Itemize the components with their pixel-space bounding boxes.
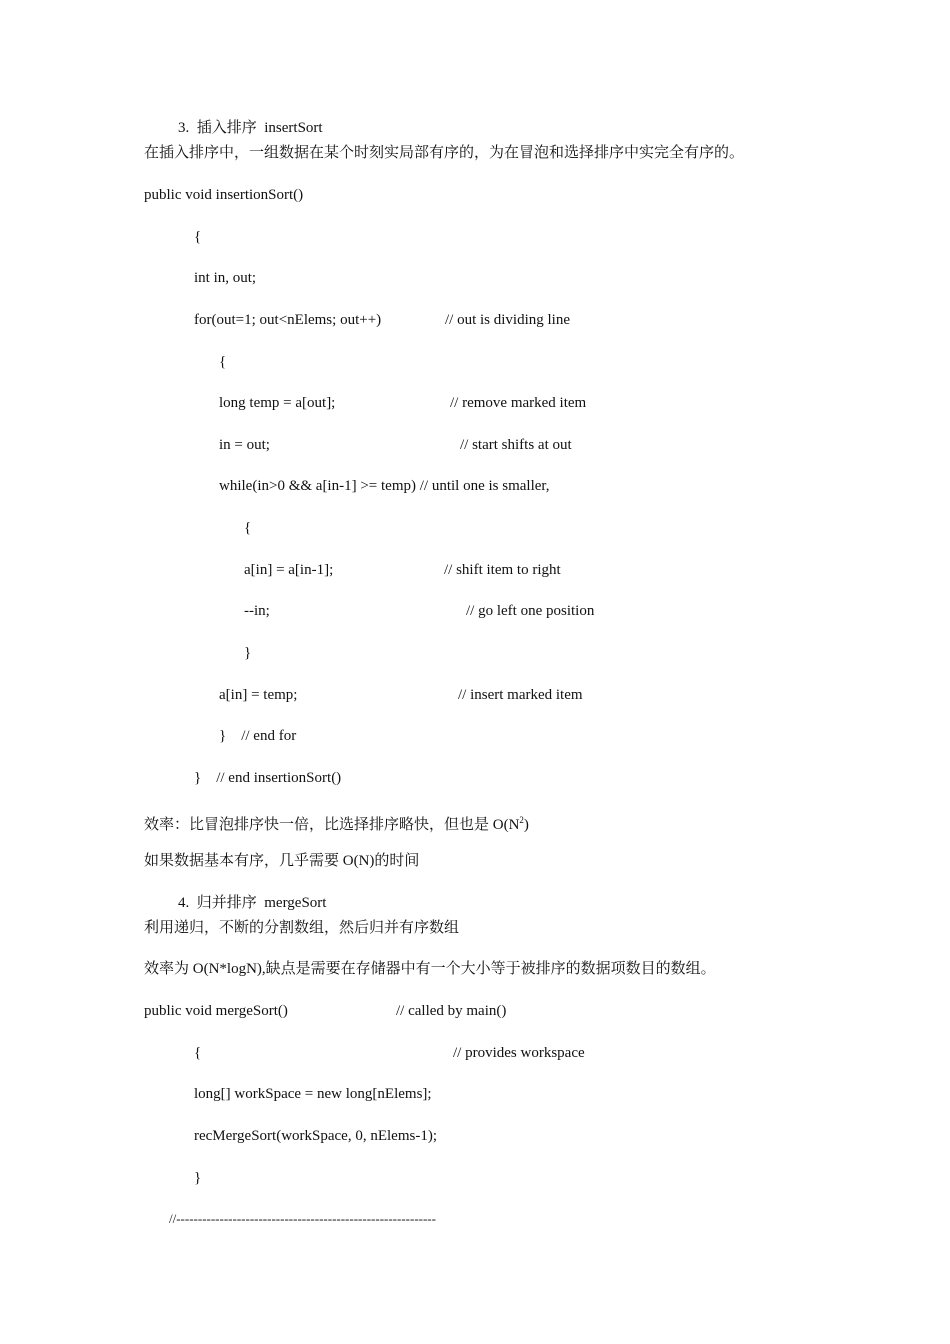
code-shift-comment: // shift item to right: [444, 562, 561, 578]
code-for-open-brace: {: [219, 354, 227, 370]
code-while-line: while(in>0 && a[in-1] >= temp) // until one is smaller,: [219, 478, 550, 494]
code-while-close-brace: }: [244, 645, 252, 661]
code-method-close: } // end insertionSort(): [194, 770, 342, 786]
code-open-brace: {: [194, 229, 202, 245]
merge-alloc-line: long[] workSpace = new long[nElems];: [194, 1086, 432, 1102]
merge-open-comment: // provides workspace: [453, 1045, 585, 1061]
code-insert-comment: // insert marked item: [458, 687, 583, 703]
code-for-close: } // end for: [219, 728, 297, 744]
code-shift-line: a[in] = a[in-1];: [244, 562, 334, 578]
code-for-comment: // out is dividing line: [445, 312, 571, 328]
merge-open-brace: {: [194, 1045, 202, 1061]
section-3-heading: 3. 插入排序 insertSort: [178, 120, 323, 136]
efficiency-exponent: 2: [519, 815, 524, 825]
code-decrement-comment: // go left one position: [466, 603, 595, 619]
section-4-efficiency: 效率为 O(N*logN),缺点是需要在存储器中有一个大小等于被排序的数据项数目的数组。: [144, 961, 716, 977]
merge-close-brace: }: [194, 1170, 202, 1186]
code-temp-line: long temp = a[out];: [219, 395, 336, 411]
code-for-loop: for(out=1; out<nElems; out++): [194, 312, 382, 328]
code-declaration: int in, out;: [194, 270, 257, 286]
efficiency-note-1-suffix: ): [523, 817, 529, 833]
efficiency-note-1: [144, 811, 529, 834]
efficiency-note-2: 如果数据基本有序，几乎需要 O(N)的时间: [144, 853, 420, 869]
code-in-line: in = out;: [219, 437, 270, 453]
code-while-open-brace: {: [244, 520, 252, 536]
comment-divider: //------------------------------------------------------------: [169, 1211, 436, 1226]
insertion-sort-signature: public void insertionSort(): [144, 187, 304, 203]
section-4-heading: 4. 归并排序 mergeSort: [178, 895, 327, 911]
code-decrement-line: --in;: [244, 603, 270, 619]
merge-call-line: recMergeSort(workSpace, 0, nElems-1);: [194, 1128, 437, 1144]
merge-sort-signature-comment: // called by main(): [396, 1003, 507, 1019]
code-insert-line: a[in] = temp;: [219, 687, 298, 703]
section-4-description: 利用递归，不断的分割数组，然后归并有序数组: [144, 920, 460, 936]
code-temp-comment: // remove marked item: [450, 395, 587, 411]
section-3-description: 在插入排序中，一组数据在某个时刻实局部有序的，为在冒泡和选择排序中实完全有序的。: [144, 145, 745, 161]
efficiency-note-1-text: 效率：比冒泡排序快一倍，比选择排序略快，但也是 O(N: [144, 817, 520, 833]
merge-sort-signature: public void mergeSort(): [144, 1003, 288, 1019]
code-in-comment: // start shifts at out: [460, 437, 572, 453]
